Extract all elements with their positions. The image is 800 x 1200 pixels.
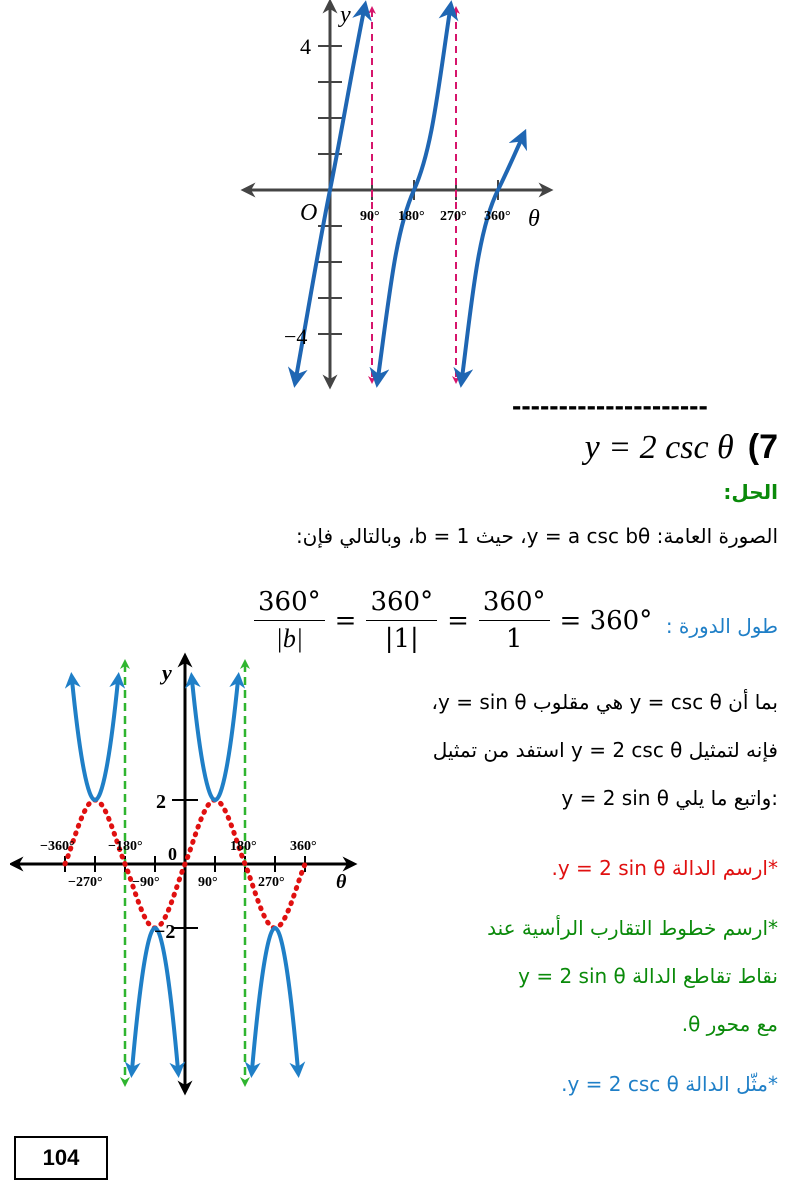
section-separator: ---------------------: [512, 390, 708, 421]
csc-branch-1: [72, 680, 118, 800]
x-tick-180: 180°: [230, 839, 257, 854]
para1-line3: y = 2 sin θ واتبع ما يلي:: [561, 786, 778, 810]
problem-header: [585, 428, 778, 467]
x-tick-neg180: −180°: [108, 839, 143, 854]
period-formula: $\frac{360^\circ}{|b|}$ = $\frac{360^\circ}{|1|}$ = $\frac{360^\circ}{1}$ = 360°: [250, 584, 652, 657]
y-tick-2: 2: [156, 791, 166, 813]
para1-line2: فإنه لتمثيل y = 2 csc θ استفد من تمثيل: [432, 738, 778, 762]
csc-branch-3: [192, 680, 238, 800]
y-tick-neg2: −2: [154, 921, 176, 943]
period-label: طول الدورة :: [665, 614, 778, 638]
x-tick-360: 360°: [290, 839, 317, 854]
y-axis-label: y: [340, 2, 351, 28]
curve-branch-3: [462, 138, 522, 378]
graph-2: [10, 650, 360, 1140]
step-1: *ارسم الدالة y = 2 sin θ.: [551, 856, 778, 880]
origin-label: O: [300, 200, 318, 226]
x-tick-neg360: −360°: [40, 839, 75, 854]
solution-label: الحل:: [723, 480, 778, 504]
problem-equation: y = 2 csc θ: [584, 429, 734, 466]
curve-branch-2: [378, 10, 450, 378]
para1-line1: بما أن y = csc θ هي مقلوب y = sin θ،: [431, 690, 778, 714]
step-2-line3: مع محور θ.: [681, 1012, 778, 1036]
x-tick-360: 360°: [484, 209, 511, 224]
y-tick-neg4: −4: [284, 324, 308, 349]
general-form-line: الصورة العامة: y = a csc bθ، حيث b = 1، وبالتالي فإن:: [295, 524, 778, 548]
y-tick-4: 4: [300, 34, 311, 59]
x-tick-90: 90°: [360, 209, 380, 224]
csc-branch-4: [252, 928, 298, 1070]
theta-axis-label: θ: [336, 871, 347, 893]
y-axis-label: y: [162, 660, 172, 685]
x-tick-180: 180°: [398, 209, 425, 224]
step-2-line1: *ارسم خطوط التقارب الرأسية عند: [487, 916, 778, 940]
csc-branch-2: [132, 928, 178, 1070]
origin-label: 0: [168, 844, 177, 864]
x-tick-270: 270°: [258, 875, 285, 890]
x-tick-90: 90°: [198, 875, 218, 890]
page-number: 104: [42, 1145, 80, 1170]
problem-number: (7: [747, 428, 778, 466]
step-3: *مثّل الدالة y = 2 csc θ.: [561, 1072, 778, 1096]
theta-axis-label: θ: [528, 206, 540, 232]
step-2-line2: نقاط تقاطع الدالة y = 2 sin θ: [518, 964, 778, 988]
x-tick-neg90: −90°: [132, 875, 160, 890]
x-tick-270: 270°: [440, 209, 467, 224]
page-number-box: [14, 1136, 108, 1180]
graph-1: [240, 0, 560, 390]
x-tick-neg270: −270°: [68, 875, 103, 890]
